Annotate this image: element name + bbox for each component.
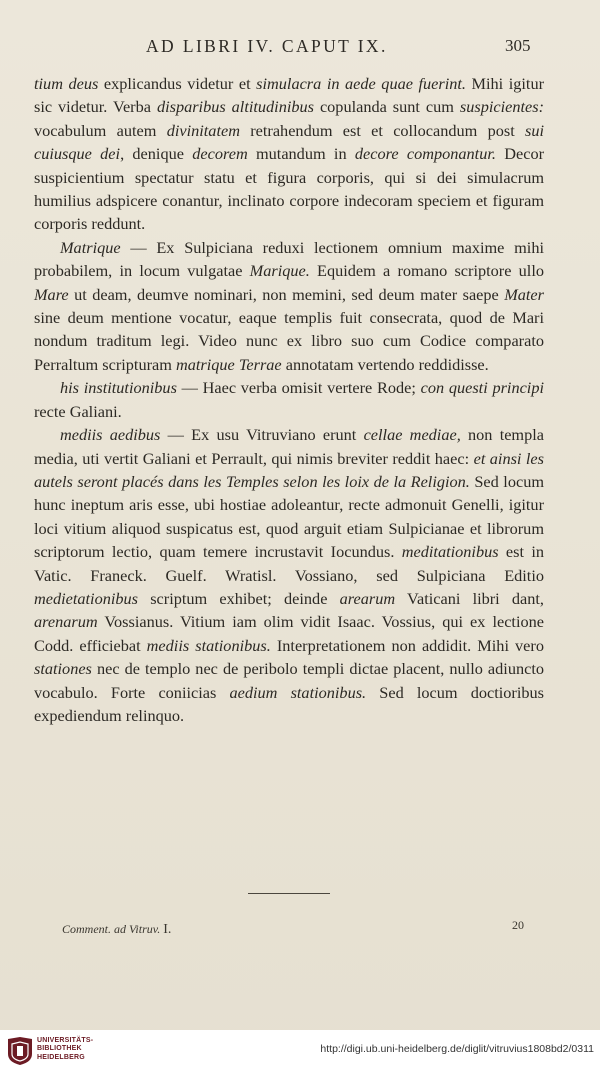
text-run: , denique — [120, 144, 193, 164]
text-run: nec de templo nec de peribolo templi dictae placent, nullo adiuncto vocabulo. Forte coniicias — [34, 659, 544, 702]
italic-run: Mare — [34, 284, 69, 304]
text-run: copulanda sunt cum — [313, 97, 460, 117]
section-rule — [248, 893, 330, 894]
library-name — [37, 1037, 93, 1062]
page-header — [0, 36, 600, 60]
text-run: ut deam, deumve nominari, non memini, sed deum mater saepe — [68, 284, 505, 304]
text-run: mutandum in — [247, 144, 355, 164]
text-run: — Ex usu Vitruviano erunt — [160, 425, 364, 445]
italic-run: con questi principi — [420, 378, 544, 398]
text-run: — Ex Sulpiciana reduxi lectionem omnium maxime mihi probabilem, in locum vulgatae — [34, 237, 544, 281]
italic-run: simulacra in aede quae fuerint. — [256, 74, 466, 93]
italic-run: tium deus — [34, 74, 99, 93]
italic-run: cellae mediae, — [363, 425, 461, 445]
text-run: Decor suspicientium spectatur statu et figura corporis, qui si dei simulacrum humilius adspicere conantur, inclinato corpore indecoram speciem et figuram corporis reddunt. — [34, 144, 545, 234]
text-run: Mihi igitur sic videtur. Verba — [34, 74, 545, 117]
text-run: explicandus videtur et — [98, 74, 257, 93]
text-run: non templa media, uti vertit Galiani et Perrault, qui nimis breviter reddit haec: — [34, 425, 544, 468]
text-run: Vossianus. Vitium iam olim vidit Isaac. Vossius, qui ex lectione Codd. efficiebat — [34, 612, 544, 655]
text-run: annotatam vertendo reddidisse. — [281, 354, 489, 374]
text-run: Vaticani libri dant, — [395, 588, 544, 608]
paragraph — [34, 236, 544, 376]
library-name-line: BIBLIOTHEK — [37, 1045, 82, 1053]
italic-run: divinitatem — [166, 120, 240, 140]
paragraph — [34, 376, 544, 423]
paragraph — [34, 423, 544, 727]
italic-run: disparibus altitudinibus — [156, 97, 314, 117]
text-run: — Haec verba omisit vertere Rode; — [176, 378, 421, 398]
italic-run: mediis stationibus. — [146, 635, 271, 655]
italic-run: decorem — [192, 144, 248, 164]
italic-run: Matrique — [60, 237, 121, 257]
signature-number: 20 — [512, 918, 524, 932]
italic-run: et ainsi les autels seront placés dans les Temples selon les loix de la Religion. — [34, 448, 544, 491]
text-run: recte Galiani. — [34, 401, 122, 421]
italic-run: mediis aedibus — [60, 425, 161, 445]
text-run: Sed locum doctioribus expediendum relinquo. — [34, 682, 544, 725]
text-run: Equidem a romano scriptore ullo — [309, 261, 544, 281]
italic-run: aedium stationibus. — [229, 682, 367, 702]
italic-run: decore componantur. — [354, 144, 496, 164]
italic-run: matrique Terrae — [175, 354, 282, 374]
library-name-line: HEIDELBERG — [37, 1053, 85, 1061]
signature-text: Comment. ad Vitruv. — [62, 922, 161, 936]
text-run: vocabulum autem — [34, 120, 167, 140]
italic-run: meditationibus — [401, 542, 499, 562]
library-name-line: UNIVERSITÄTS- — [37, 1037, 94, 1044]
text-run: Sed locum hunc ineptum aris esse, ubi hostiae adoleantur, recte admonuit Genelli, igitur loci vitium aliquod suspicatus est, quod arguit etiam Sulpicianae et librorum scriptorum lectio, quam temere incrustavit Iocundus. — [34, 471, 544, 562]
italic-run: his institutionibus — [60, 378, 177, 398]
source-url[interactable]: http://digi.ub.uni-heidelberg.de/diglit/vitruvius1808bd2/0311 — [320, 1043, 594, 1055]
italic-run: arearum — [339, 588, 396, 608]
text-run: sine deum mentione vocatur, eaque templis fuit consecrata, quod de Mari nondum traditum legi. Video nunc ex libro suo cum Codice comparato Perraltum scripturam — [34, 308, 544, 374]
signature-line — [62, 922, 171, 938]
italic-run: medietationibus — [34, 588, 139, 608]
italic-run: Mater — [504, 284, 544, 304]
text-run: Interpretationem non addidit. Mihi vero — [270, 635, 544, 655]
signature-volume: I. — [163, 922, 172, 937]
paragraph — [34, 72, 544, 236]
text-run: est in Vatic. Franeck. Guelf. Wratisl. Vossiano, sed Sulpiciana Editio — [34, 542, 544, 585]
body-text — [34, 72, 544, 727]
running-title: AD LIBRI IV. CAPUT IX. — [146, 36, 388, 56]
page-number: 305 — [505, 36, 531, 55]
text-run: retrahendum est et collocandum post — [239, 120, 525, 140]
library-footer-bar — [0, 1030, 600, 1072]
italic-run: suspicientes: — [459, 97, 545, 117]
italic-run: sui cuiusque dei — [34, 120, 545, 164]
text-run: scriptum exhibet; deinde — [138, 588, 340, 608]
italic-run: Marique. — [249, 261, 310, 281]
italic-run: arenarum — [34, 612, 98, 632]
library-seal-icon — [6, 1036, 34, 1066]
italic-run: stationes — [34, 659, 92, 679]
